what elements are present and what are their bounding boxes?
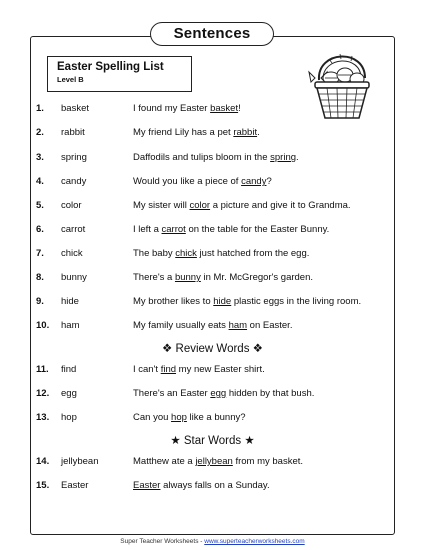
- item-number: 6.: [36, 224, 44, 235]
- spelling-word: Easter: [61, 480, 89, 491]
- footer: [0, 538, 425, 545]
- underlined-word: basket: [210, 103, 239, 114]
- review-words-heading: ❖ Review Words ❖: [162, 343, 263, 355]
- underlined-word: find: [160, 364, 177, 375]
- star-words-heading: ★ Star Words ★: [170, 435, 255, 447]
- example-sentence: Would you like a piece of candy?: [133, 176, 272, 187]
- spelling-word: candy: [61, 176, 87, 187]
- underlined-word: ham: [228, 320, 248, 331]
- spelling-word: hide: [61, 296, 79, 307]
- spelling-word: rabbit: [61, 127, 85, 138]
- example-sentence: There's a bunny in Mr. McGregor's garden.: [133, 272, 314, 283]
- example-sentence: My brother likes to hide plastic eggs in the living room.: [133, 296, 362, 307]
- list-item: [0, 410, 425, 426]
- item-number: 9.: [36, 296, 44, 307]
- example-sentence: I found my Easter basket!: [133, 103, 241, 114]
- item-number: 11.: [36, 364, 49, 375]
- list-item: [0, 478, 425, 494]
- spelling-word: carrot: [61, 224, 86, 235]
- underlined-word: bunny: [174, 272, 201, 283]
- underlined-word: rabbit: [233, 127, 258, 138]
- spelling-word: egg: [61, 388, 77, 399]
- item-number: 12.: [36, 388, 50, 399]
- spelling-word: chick: [61, 248, 83, 259]
- level-label: Level B: [57, 75, 84, 84]
- spelling-word: basket: [61, 103, 89, 114]
- spelling-word: hop: [61, 412, 77, 423]
- list-item: [0, 386, 425, 402]
- underlined-word: carrot: [161, 224, 186, 235]
- footer-link[interactable]: www.superteacherworksheets.com: [204, 538, 305, 545]
- list-item: [0, 246, 425, 262]
- item-number: 5.: [36, 200, 44, 211]
- item-number: 15.: [36, 480, 50, 491]
- underlined-word: Easter: [133, 480, 161, 491]
- example-sentence: Matthew ate a jellybean from my basket.: [133, 456, 304, 467]
- item-number: 3.: [36, 152, 44, 163]
- example-sentence: The baby chick just hatched from the egg.: [133, 248, 310, 259]
- list-header-box: [47, 56, 192, 92]
- item-number: 8.: [36, 272, 44, 283]
- item-number: 4.: [36, 176, 44, 187]
- underlined-word: egg: [210, 388, 227, 399]
- underlined-word: candy: [241, 176, 267, 187]
- example-sentence: I can't find my new Easter shirt.: [133, 364, 265, 375]
- underlined-word: chick: [175, 248, 197, 259]
- underlined-word: jellybean: [195, 456, 233, 467]
- example-sentence: My sister will color a picture and give it to Grandma.: [133, 200, 351, 211]
- list-item: [0, 198, 425, 214]
- example-sentence: Can you hop like a bunny?: [133, 412, 246, 423]
- spelling-word: ham: [61, 320, 80, 331]
- list-item: [0, 362, 425, 378]
- spelling-word: find: [61, 364, 77, 375]
- example-sentence: Easter always falls on a Sunday.: [133, 480, 270, 491]
- spelling-word: spring: [61, 152, 87, 163]
- footer-text: Super Teacher Worksheets -: [120, 538, 205, 545]
- spelling-word: jellybean: [61, 456, 99, 467]
- item-number: 7.: [36, 248, 44, 259]
- list-item: [0, 294, 425, 310]
- item-number: 2.: [36, 127, 44, 138]
- list-title: Easter Spelling List: [57, 61, 164, 73]
- item-number: 10.: [36, 320, 50, 331]
- spelling-word: bunny: [61, 272, 87, 283]
- example-sentence: There's an Easter egg hidden by that bush.: [133, 388, 315, 399]
- list-item: [0, 318, 425, 334]
- example-sentence: My family usually eats ham on Easter.: [133, 320, 293, 331]
- list-item: [0, 150, 425, 166]
- underlined-word: hide: [213, 296, 232, 307]
- list-item: [0, 101, 425, 117]
- underlined-word: color: [189, 200, 211, 211]
- list-item: [0, 125, 425, 141]
- page-title: Sentences: [150, 22, 274, 46]
- list-item: [0, 454, 425, 470]
- item-number: 13.: [36, 412, 50, 423]
- item-number: 1.: [36, 103, 44, 114]
- list-item: [0, 174, 425, 190]
- item-number: 14.: [36, 456, 50, 467]
- example-sentence: My friend Lily has a pet rabbit.: [133, 127, 260, 138]
- example-sentence: Daffodils and tulips bloom in the spring.: [133, 152, 299, 163]
- example-sentence: I left a carrot on the table for the Easter Bunny.: [133, 224, 330, 235]
- underlined-word: spring: [270, 152, 297, 163]
- underlined-word: hop: [171, 412, 187, 423]
- list-item: [0, 222, 425, 238]
- list-item: [0, 270, 425, 286]
- spelling-word: color: [61, 200, 82, 211]
